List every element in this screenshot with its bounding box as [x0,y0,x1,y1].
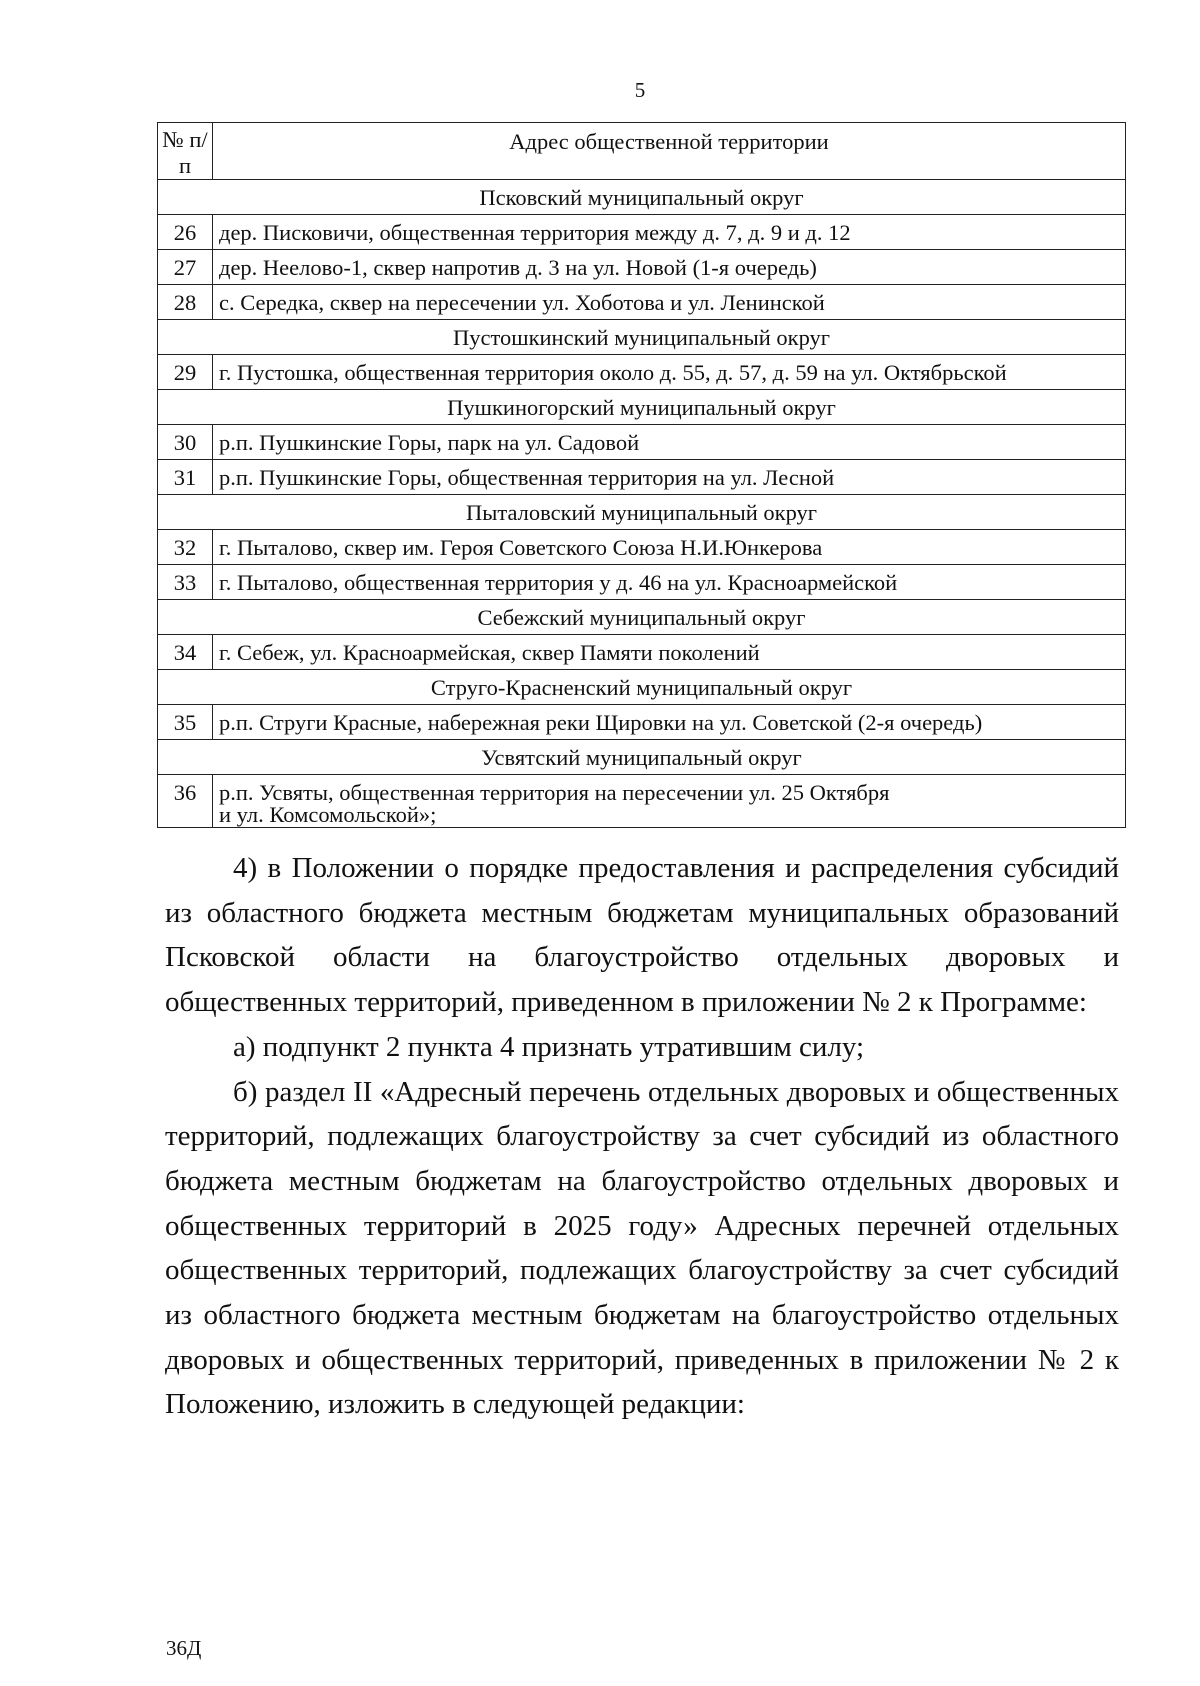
table-row [158,459,1126,494]
region-name: Пустошкинский муниципальный округ [158,319,1126,354]
row-number: 33 [158,564,213,599]
body-text [165,846,1119,1427]
table-row [158,284,1126,319]
region-row [158,669,1126,704]
row-number: 34 [158,634,213,669]
table-row [158,214,1126,249]
paragraph-b: б) раздел II «Адресный перечень отдельных дворовых и общественных территорий, подлежащих благоустройству за счет субсидий из областного бюджета местным бюджетам на благоустройство отдельных дворовых и общественных территорий в 2025 году» Адресных перечней отдельных общественных территорий, подлежащих благоустройству за счет субсидий из областного бюджета местным бюджетам на благоустройство отдельных дворовых и общественных территорий, приведенных в приложении № 2 к Положению, изложить в следующей редакции: [165,1075,1119,1421]
row-address: с. Середка, сквер на пересечении ул. Хоботова и ул. Ленинской [213,284,1126,319]
row-number: 36 [158,774,213,827]
row-number: 29 [158,354,213,389]
region-name: Струго-Красненский муниципальный округ [158,669,1126,704]
table-row [158,424,1126,459]
region-name: Пушкиногорский муниципальный округ [158,389,1126,424]
table-row [158,704,1126,739]
region-row [158,389,1126,424]
paragraph-4: 4) в Положении о порядке предоставления и распределения субсидий из областного бюджета местным бюджетам муниципальных образований Псковской области на благоустройство отдельных дворовых и общественных территорий, приведенном в приложении № 2 к Программе: [165,852,1119,1019]
table-row [158,564,1126,599]
table-body [158,179,1126,827]
row-number: 28 [158,284,213,319]
table-row [158,529,1126,564]
region-name: Псковский муниципальный округ [158,179,1126,214]
region-row [158,319,1126,354]
row-number: 27 [158,249,213,284]
region-name: Усвятский муниципальный округ [158,739,1126,774]
document-code: 36Д [166,1636,202,1660]
row-address: г. Пыталово, общественная территория у д. 46 на ул. Красноармейской [213,564,1126,599]
row-address: дер. Неелово-1, сквер напротив д. 3 на ул. Новой (1-я очередь) [213,249,1126,284]
region-row [158,739,1126,774]
table-row [158,354,1126,389]
row-address: дер. Писковичи, общественная территория между д. 7, д. 9 и д. 12 [213,214,1126,249]
row-address: г. Пустошка, общественная территория около д. 55, д. 57, д. 59 на ул. Октябрьской [213,354,1126,389]
region-name: Пыталовский муниципальный округ [158,494,1126,529]
region-row [158,494,1126,529]
table-row [158,249,1126,284]
region-row [158,599,1126,634]
table-row [158,634,1126,669]
row-address: р.п. Пушкинские Горы, парк на ул. Садовой [213,424,1126,459]
table-row [158,774,1126,827]
row-address: г. Пыталово, сквер им. Героя Советского Союза Н.И.Юнкерова [213,529,1126,564]
row-number: 31 [158,459,213,494]
row-address: р.п. Усвяты, общественная территория на пересечении ул. 25 Октября и ул. Комсомольской»; [213,774,1126,827]
row-number: 35 [158,704,213,739]
table-header-row [158,123,1126,180]
row-number: 26 [158,214,213,249]
row-number: 32 [158,529,213,564]
header-address: Адрес общественной территории [213,123,1126,180]
region-row [158,179,1126,214]
region-name: Себежский муниципальный округ [158,599,1126,634]
address-table [157,122,1126,828]
row-address: р.п. Пушкинские Горы, общественная территория на ул. Лесной [213,459,1126,494]
row-address: р.п. Струги Красные, набережная реки Щировки на ул. Советской (2-я очередь) [213,704,1126,739]
header-num: № п/п [158,123,213,180]
row-address: г. Себеж, ул. Красноармейская, сквер Памяти поколений [213,634,1126,669]
page-number: 5 [634,78,646,102]
paragraph-a: а) подпункт 2 пункта 4 признать утратившим силу; [233,1030,865,1063]
row-number: 30 [158,424,213,459]
